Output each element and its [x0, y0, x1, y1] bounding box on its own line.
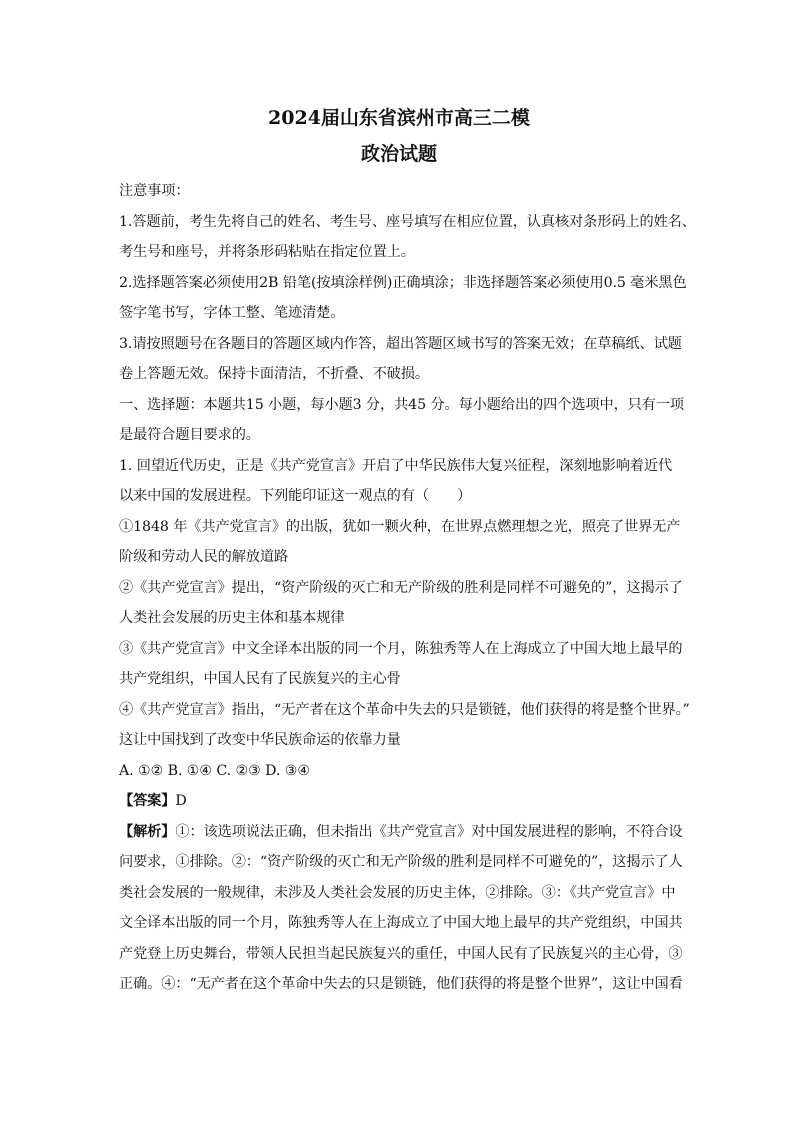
notice-heading: 注意事项： [119, 183, 190, 199]
section-heading-line: 一、选择题：本题共15 小题，每小题3 分，共45 分。每小题给出的四个选项中，只有一项 [119, 396, 685, 413]
question-option-line: ③《共产党宣言》中文全译本出版的同一个月，陈独秀等人在上海成立了中国大地上最早的 [119, 640, 683, 657]
analysis-label: 【解析】 [119, 823, 176, 840]
analysis-line: 问要求，①排除。②：“资产阶级的灭亡和无产阶级的胜利是同样不可避免的”，这揭示了人 [119, 854, 683, 870]
question-option-line: 阶级和劳动人民的解放道路 [119, 549, 289, 565]
analysis-line: 产党登上历史舞台，带领人民担当起民族复兴的重任，中国人民有了民族复兴的主心骨，③ [119, 945, 683, 962]
answer-value: D [175, 793, 187, 809]
document-content [119, 100, 696, 1000]
notice-line: 1.答题前，考生先将自己的姓名、考生号、座号填写在相应位置，认真核对条形码上的姓名、 [119, 213, 696, 230]
question-stem-line: 1. 回望近代历史，正是《共产党宣言》开启了中华民族伟大复兴征程，深刻地影响着近代 [119, 457, 673, 474]
section-heading-line: 是最符合题目要求的。 [119, 427, 260, 443]
answer-choices: A. ①② B. ①④ C. ②③ D. ③④ [119, 762, 310, 779]
question-option-line: 共产党组织，中国人民有了民族复兴的主心骨 [119, 671, 401, 687]
answer-line [119, 786, 679, 817]
question-option-line: ④《共产党宣言》指出，“无产者在这个革命中失去的只是锁链，他们获得的将是整个世界。” [119, 701, 690, 718]
answer-label: 【答案】 [119, 793, 176, 809]
analysis-line: 类社会发展的一般规律，未涉及人类社会发展的历史主体，②排除。③：《共产党宣言》中 [119, 884, 676, 901]
document-subtitle: 政治试题 [360, 143, 437, 165]
question-option-line: ①1848 年《共产党宣言》的出版，犹如一颗火种，在世界点燃理想之光，照亮了世界无产 [119, 518, 681, 535]
analysis-line: 文全译本出版的同一个月，陈独秀等人在上海成立了中国大地上最早的共产党组织，中国共 [119, 915, 683, 931]
analysis-line [119, 817, 683, 848]
notice-line: 卷上答题无效。保持卡面清洁，不折叠、不破损。 [119, 366, 429, 382]
question-option-line: 这让中国找到了改变中华民族命运的依靠力量 [119, 732, 401, 748]
notice-line: 签字笔书写，字体工整、笔迹清楚。 [119, 305, 345, 321]
document-title: 2024届山东省滨州市高三二模 [268, 107, 530, 129]
question-option-line: 人类社会发展的历史主体和基本规律 [119, 610, 345, 626]
analysis-line: 正确。④：“无产者在这个革命中失去的只是锁链，他们获得的将是整个世界”，这让中国看 [119, 976, 683, 992]
question-option-line: ②《共产党宣言》提出，“资产阶级的灭亡和无产阶级的胜利是同样不可避免的”，这揭示了 [119, 579, 683, 596]
notice-line: 3.请按照题号在各题目的答题区域内作答，超出答题区域书写的答案无效；在草稿纸、试题 [119, 335, 682, 352]
notice-line: 2.选择题答案必须使用2B 铅笔(按填涂样例)正确填涂；非选择题答案必须使用0.5 毫米黑色 [119, 274, 687, 291]
question-stem-line: 以来中国的发展进程。下列能印证这一观点的有（ ） [119, 488, 472, 504]
notice-line: 考生号和座号，并将条形码粘贴在指定位置上。 [119, 244, 415, 260]
analysis-text: ①：该选项说法正确，但未指出《共产党宣言》对中国发展进程的影响，不符合设 [175, 823, 683, 840]
